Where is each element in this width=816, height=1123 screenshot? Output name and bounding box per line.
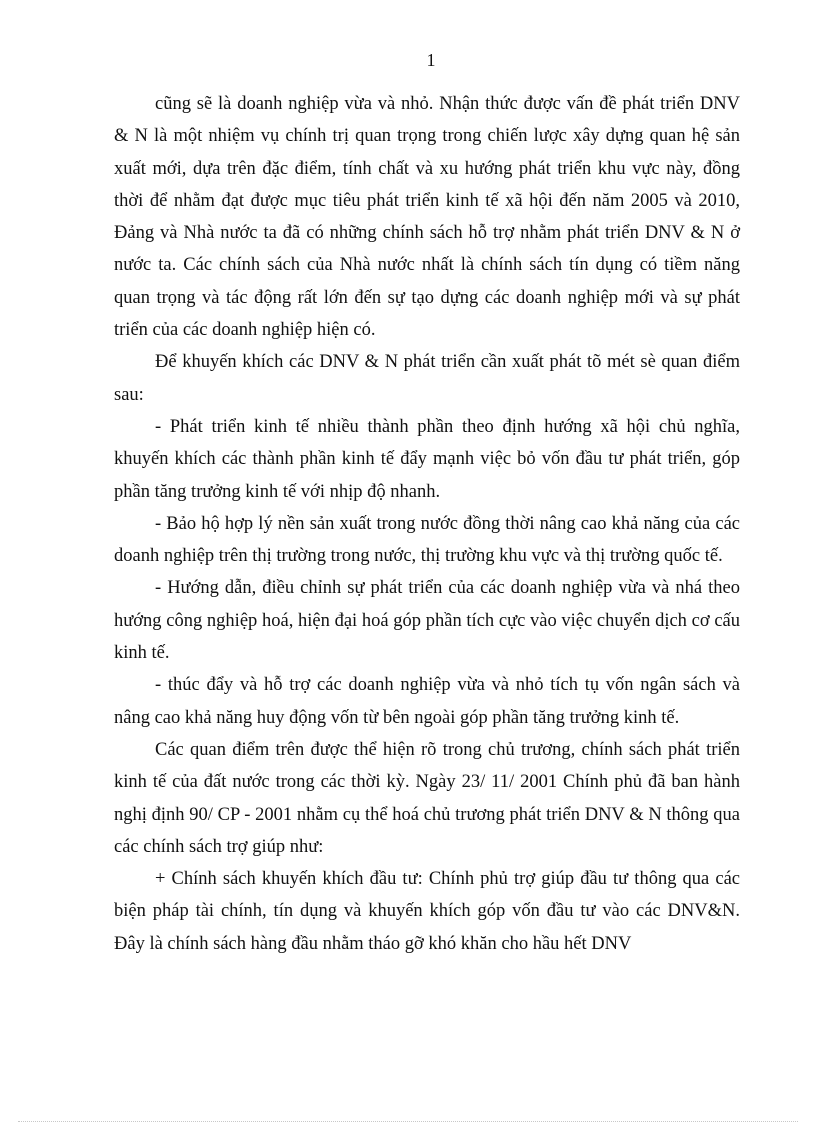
paragraph-viewpoints-lead: Để khuyến khích các DNV & N phát triển cần xuất phát tõ mét sè quan điểm sau: xyxy=(114,352,740,405)
paragraph-viewpoint-2: - Bảo hộ hợp lý nền sản xuất trong nước đồng thời nâng cao khả năng của các doanh nghiệp trên thị trường trong nước, thị trường khu vực và thị trường quốc tế. xyxy=(114,513,740,567)
page-number: 1 xyxy=(426,50,436,70)
page-bottom-divider xyxy=(18,1121,798,1122)
paragraph-decree: Các quan điểm trên được thể hiện rõ trong chủ trương, chính sách phát triển kinh tế của đất nước trong các thời kỳ. Ngày 23/ 11/ 2001 Chính phủ đã ban hành nghị định 90/ CP - 2001 nhằm cụ thể hoá chủ trương phát triển DNV & N thông qua các chính sách trợ giúp như: xyxy=(114,739,740,857)
document-body xyxy=(114,88,740,960)
paragraph-viewpoint-3: - Hướng dẫn, điều chỉnh sự phát triển của các doanh nghiệp vừa và nhá theo hướng công nghiệp hoá, hiện đại hoá góp phần tích cực vào việc chuyển dịch cơ cấu kinh tế. xyxy=(114,578,740,664)
paragraph-intro: cũng sẽ là doanh nghiệp vừa và nhỏ. Nhận thức được vấn đề phát triển DNV & N là một nhiệm vụ chính trị quan trọng trong chiến lược xây dựng quan hệ sản xuất mới, dựa trên đặc điểm, tính chất và xu hướng phát triển khu vực này, đồng thời để nhằm đạt được mục tiêu phát triển kinh tế xã hội đến năm 2005 và 2010, Đảng và Nhà nước ta đã có những chính sách hỗ trợ nhằm phát triển DNV & N ở nước ta. Các chính sách của Nhà nước nhất là chính sách tín dụng có tiềm năng quan trọng và tác động rất lớn đến sự tạo dựng các doanh nghiệp mới và sự phát triển của các doanh nghiệp hiện có. xyxy=(114,94,740,341)
paragraph-investment-policy: + Chính sách khuyến khích đầu tư: Chính phủ trợ giúp đầu tư thông qua các biện pháp tài chính, tín dụng và khuyến khích góp vốn đầu tư vào các DNV&N. Đây là chính sách hàng đầu nhằm tháo gỡ khó khăn cho hầu hết DNV xyxy=(114,869,740,954)
paragraph-viewpoint-1: - Phát triển kinh tế nhiều thành phần theo định hướng xã hội chủ nghĩa, khuyến khích các thành phần kinh tế đẩy mạnh việc bỏ vốn đầu tư phát triển, góp phần tăng trưởng kinh tế với nhịp độ nhanh. xyxy=(114,416,740,502)
paragraph-viewpoint-4: - thúc đẩy và hỗ trợ các doanh nghiệp vừa và nhỏ tích tụ vốn ngân sách và nâng cao khả năng huy động vốn từ bên ngoài góp phần tăng trưởng kinh tế. xyxy=(114,675,740,728)
